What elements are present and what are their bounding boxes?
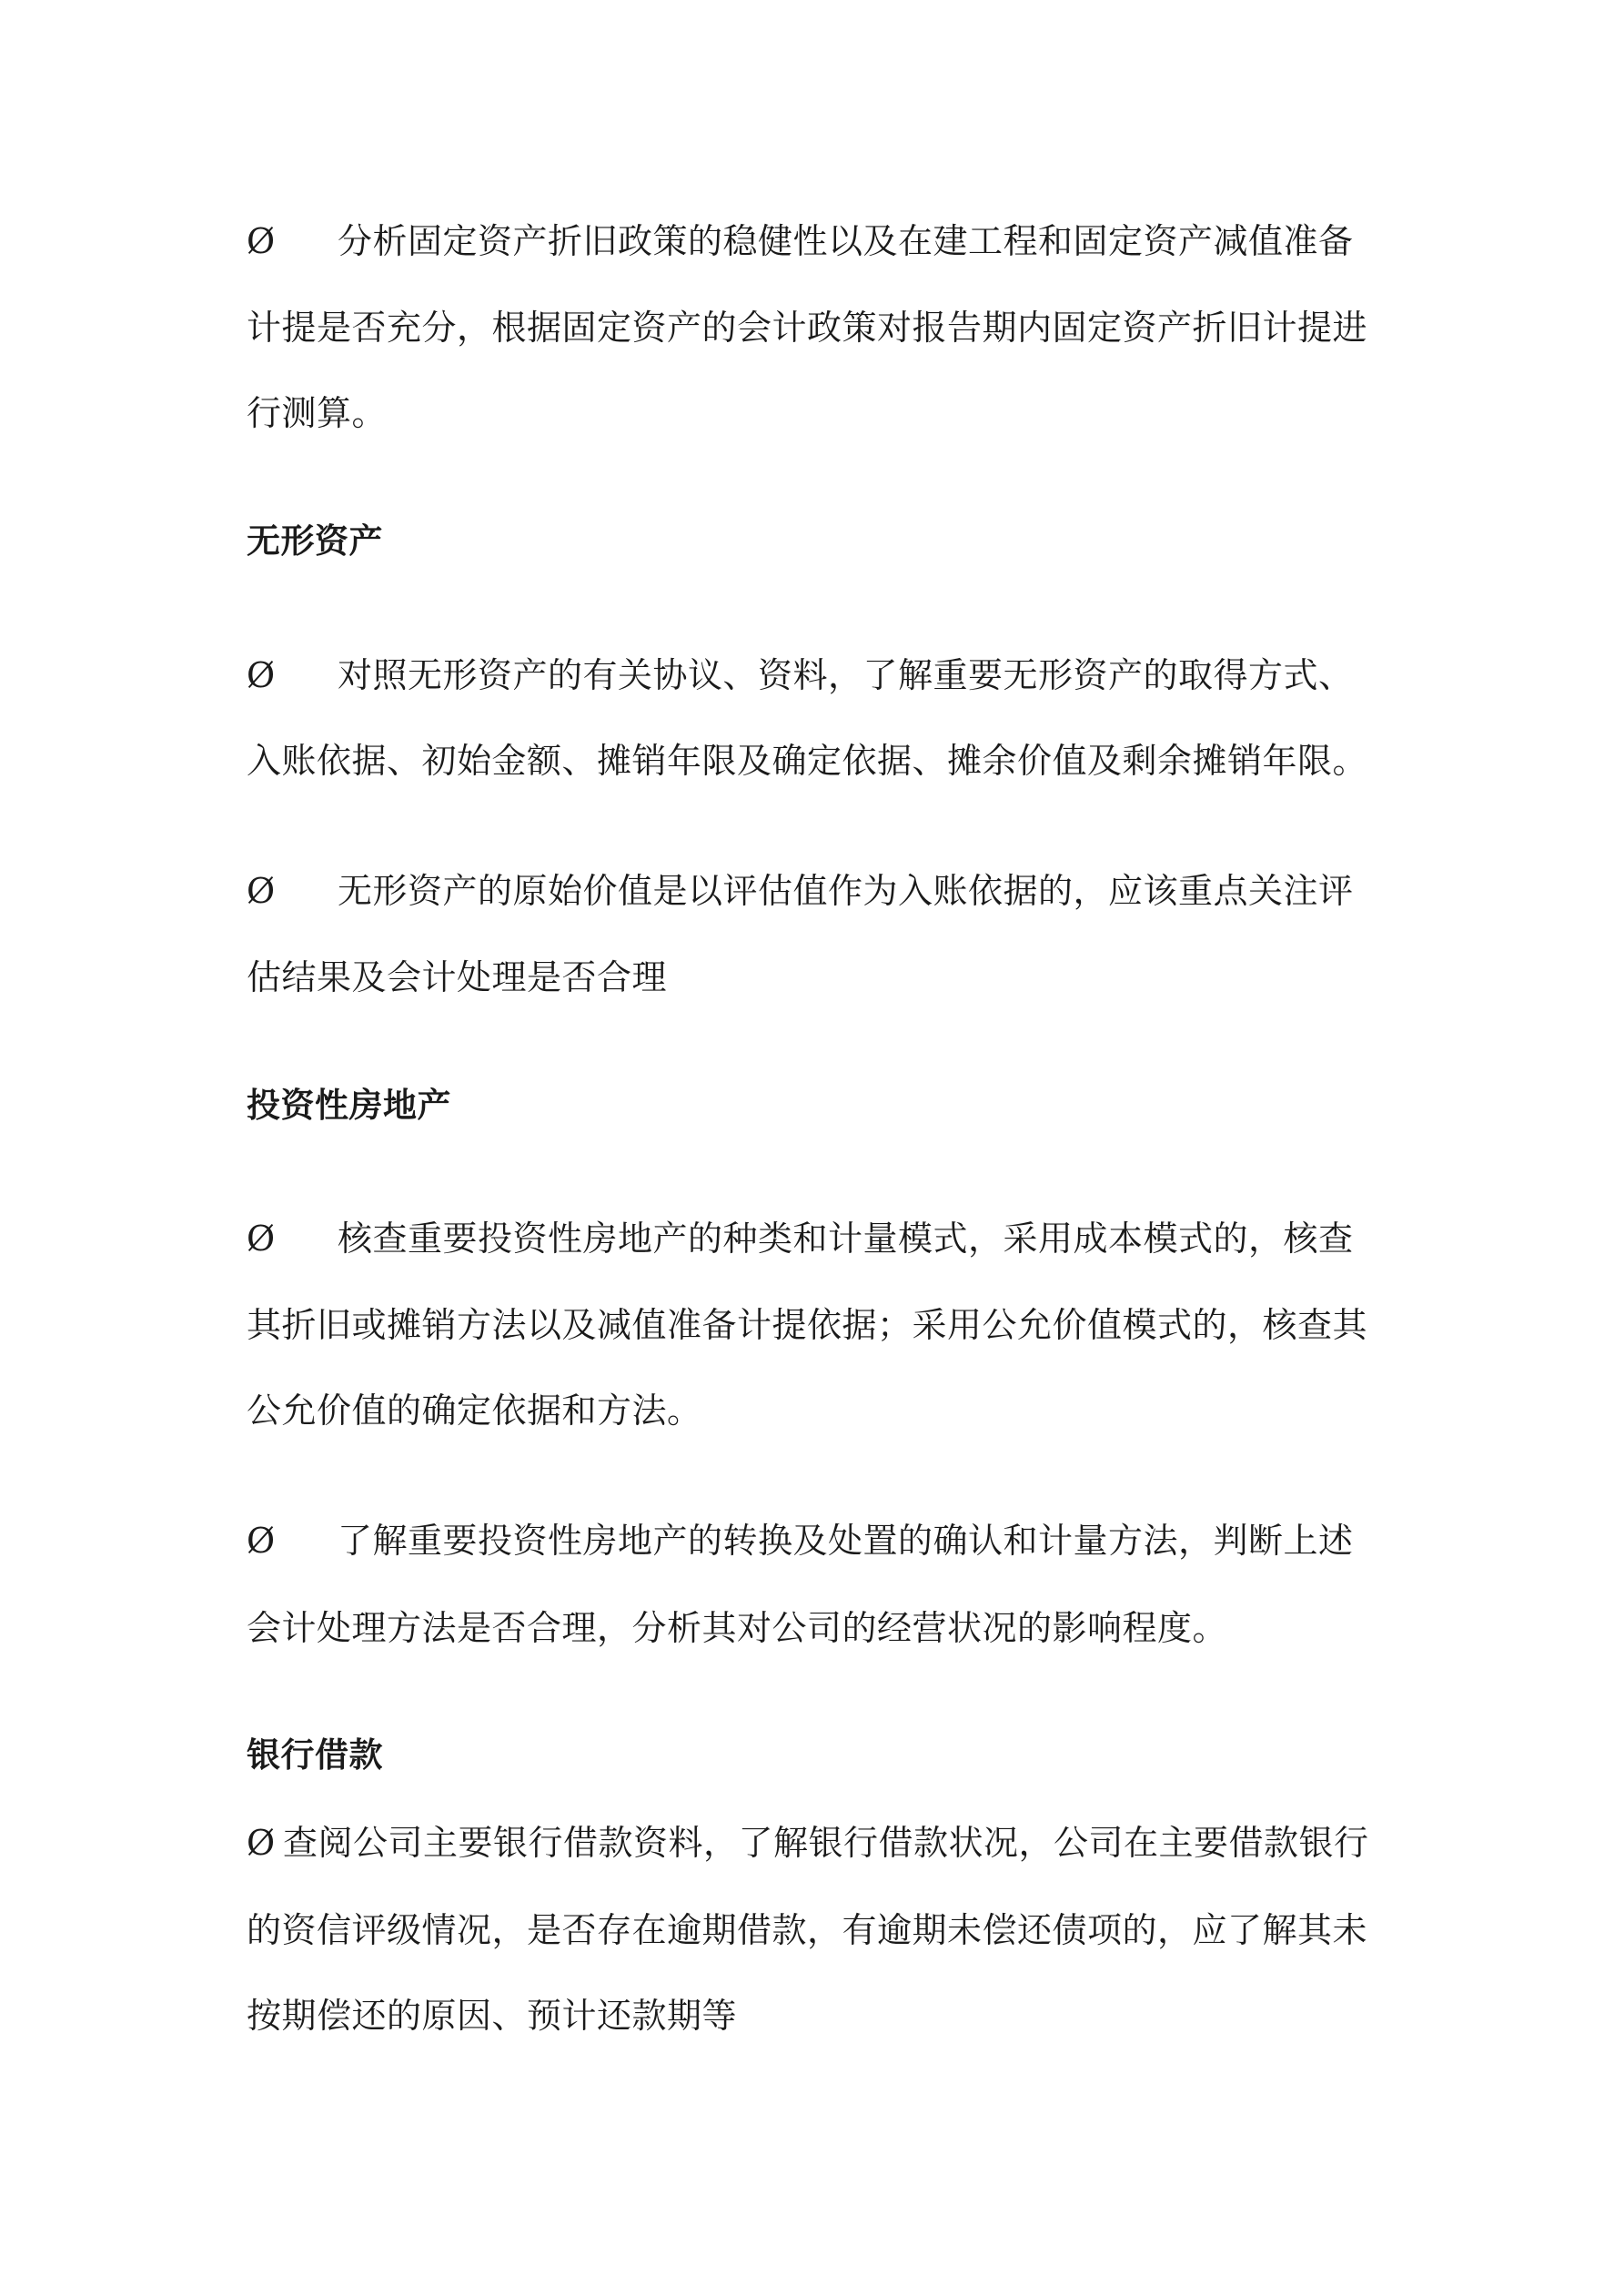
paragraph-line — [247, 1821, 1393, 1865]
paragraph-line — [247, 653, 1393, 697]
bullet-marker: Ø — [247, 655, 276, 695]
paragraph-line: 按期偿还的原因、预计还款期等 — [247, 1996, 738, 2036]
bullet-marker: Ø — [247, 1521, 276, 1561]
paragraph-first-line: 无形资产的原始价值是以评估值作为入账依据的，应该重点关注评 — [338, 871, 1354, 911]
paragraph-line: 会计处理方法是否合理，分析其对公司的经营状况的影响程度。 — [247, 1608, 1228, 1648]
paragraph-first-line: 了解重要投资性房地产的转换及处置的确认和计量方法，判断上述 — [338, 1521, 1354, 1561]
bullet-marker: Ø — [247, 1219, 276, 1259]
section-heading: 无形资产 — [247, 521, 383, 561]
paragraph-line: 其折旧或摊销方法以及减值准备计提依据；采用公允价值模式的，核查其 — [247, 1305, 1368, 1345]
paragraph-first-line: 查阅公司主要银行借款资料，了解银行借款状况，公司在主要借款银行 — [283, 1823, 1369, 1863]
paragraph-line: 计提是否充分，根据固定资产的会计政策对报告期内固定资产折旧计提进 — [247, 308, 1368, 348]
bullet-marker: Ø — [247, 871, 276, 911]
paragraph-line — [247, 869, 1393, 913]
paragraph-line — [247, 219, 1393, 263]
paragraph-line — [247, 1217, 1393, 1260]
paragraph-first-line: 分析固定资产折旧政策的稳健性以及在建工程和固定资产减值准备 — [338, 221, 1354, 261]
paragraph-line: 估结果及会计处理是否合理 — [247, 957, 668, 997]
paragraph-line: 入账依据、初始金额、摊销年限及确定依据、摊余价值及剩余摊销年限。 — [247, 741, 1368, 781]
paragraph-line: 行测算。 — [247, 393, 388, 433]
paragraph-line: 的资信评级情况，是否存在逾期借款，有逾期未偿还债项的，应了解其未 — [247, 1910, 1368, 1950]
paragraph-first-line: 核查重要投资性房地产的种类和计量模式，采用成本模式的，核查 — [338, 1219, 1354, 1259]
section-heading: 银行借款 — [247, 1735, 383, 1775]
section-heading: 投资性房地产 — [247, 1086, 451, 1125]
bullet-marker: Ø — [247, 1823, 276, 1863]
paragraph-first-line: 对照无形资产的有关协议、资料，了解重要无形资产的取得方式、 — [338, 655, 1354, 695]
bullet-marker: Ø — [247, 221, 276, 261]
paragraph-line — [247, 1519, 1393, 1563]
paragraph-line: 公允价值的确定依据和方法。 — [247, 1391, 702, 1431]
